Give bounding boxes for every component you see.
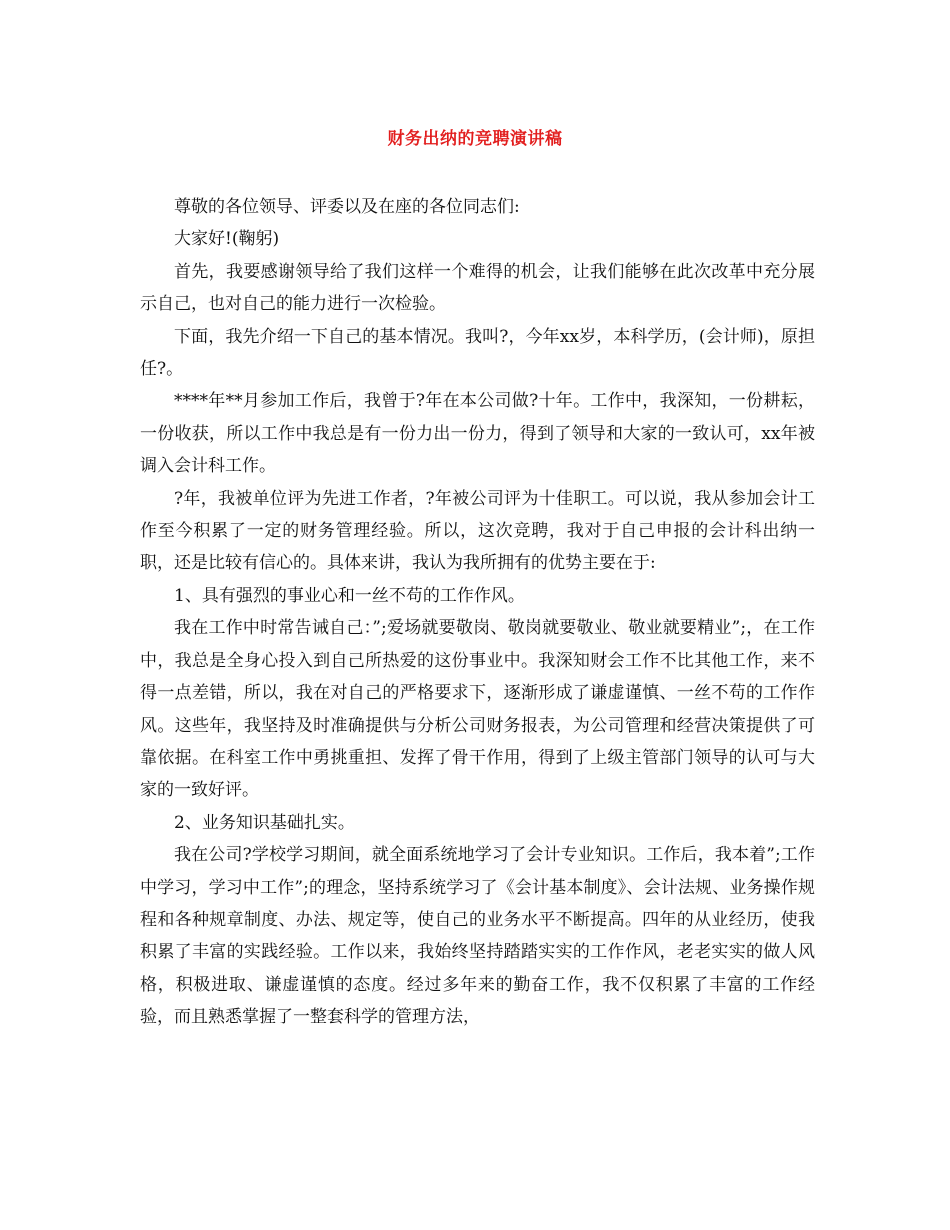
- document-title: 财务出纳的竞聘演讲稿: [387, 129, 563, 149]
- paragraph-work-history: ****年**月参加工作后，我曾于?年在本公司做?十年。工作中，我深知，一份耕耘，一份收获，所以工作中我总是有一份力出一份力，得到了领导和大家的一致认可，xx年被调入会计科工作。: [140, 391, 815, 477]
- paragraph-introduction: 下面，我先介绍一下自己的基本情况。我叫?，今年xx岁，本科学历，(会计师)，原担任?。: [140, 326, 815, 380]
- paragraph-point-1-body: 我在工作中时常告诫自己：”;爱场就要敬岗、敬岗就要敬业、敬业就要精业”;，在工作中，我总是全身心投入到自己所热爱的这份事业中。我深知财会工作不比其他工作，来不得一点差错，所以，我在对自己的严格要求下，逐渐形成了谦虚谨慎、一丝不苟的工作作风。这些年，我坚持及时准确提供与分析公司财务报表，为公司管理和经营决策提供了可靠依据。在科室工作中勇挑重担、发挥了骨干作用，得到了上级主管部门领导的认可与大家的一致好评。: [140, 618, 815, 801]
- document-body: [140, 191, 815, 1034]
- paragraph-thanks: 首先，我要感谢领导给了我们这样一个难得的机会，让我们能够在此次改革中充分展示自己，也对自己的能力进行一次检验。: [140, 261, 815, 315]
- paragraph-point-2-body: 我在公司?学校学习期间，就全面系统地学习了会计专业知识。工作后，我本着”;工作中学习，学习中工作”;的理念，坚持系统学习了《会计基本制度》、会计法规、业务操作规程和各种规章制度、办法、规定等，使自己的业务水平不断提高。四年的从业经历，使我积累了丰富的实践经验。工作以来，我始终坚持踏踏实实的工作作风，老老实实的做人风格，积极进取、谦虚谨慎的态度。经过多年来的勤奋工作，我不仅积累了丰富的工作经验，而且熟悉掌握了一整套科学的管理方法，: [140, 845, 815, 1028]
- paragraph-achievements: ?年，我被单位评为先进工作者，?年被公司评为十佳职工。可以说，我从参加会计工作至今积累了一定的财务管理经验。所以，这次竞聘，我对于自己申报的会计科出纳一职，还是比较有信心的。具体来讲，我认为我所拥有的优势主要在于:: [140, 488, 815, 574]
- paragraph-point-2-heading: 2、业务知识基础扎实。: [174, 812, 355, 833]
- paragraph-greeting: 大家好!(鞠躬): [174, 229, 280, 250]
- paragraph-salutation: 尊敬的各位领导、评委以及在座的各位同志们:: [174, 197, 520, 217]
- paragraph-point-1-heading: 1、具有强烈的事业心和一丝不苟的工作作风。: [174, 585, 525, 606]
